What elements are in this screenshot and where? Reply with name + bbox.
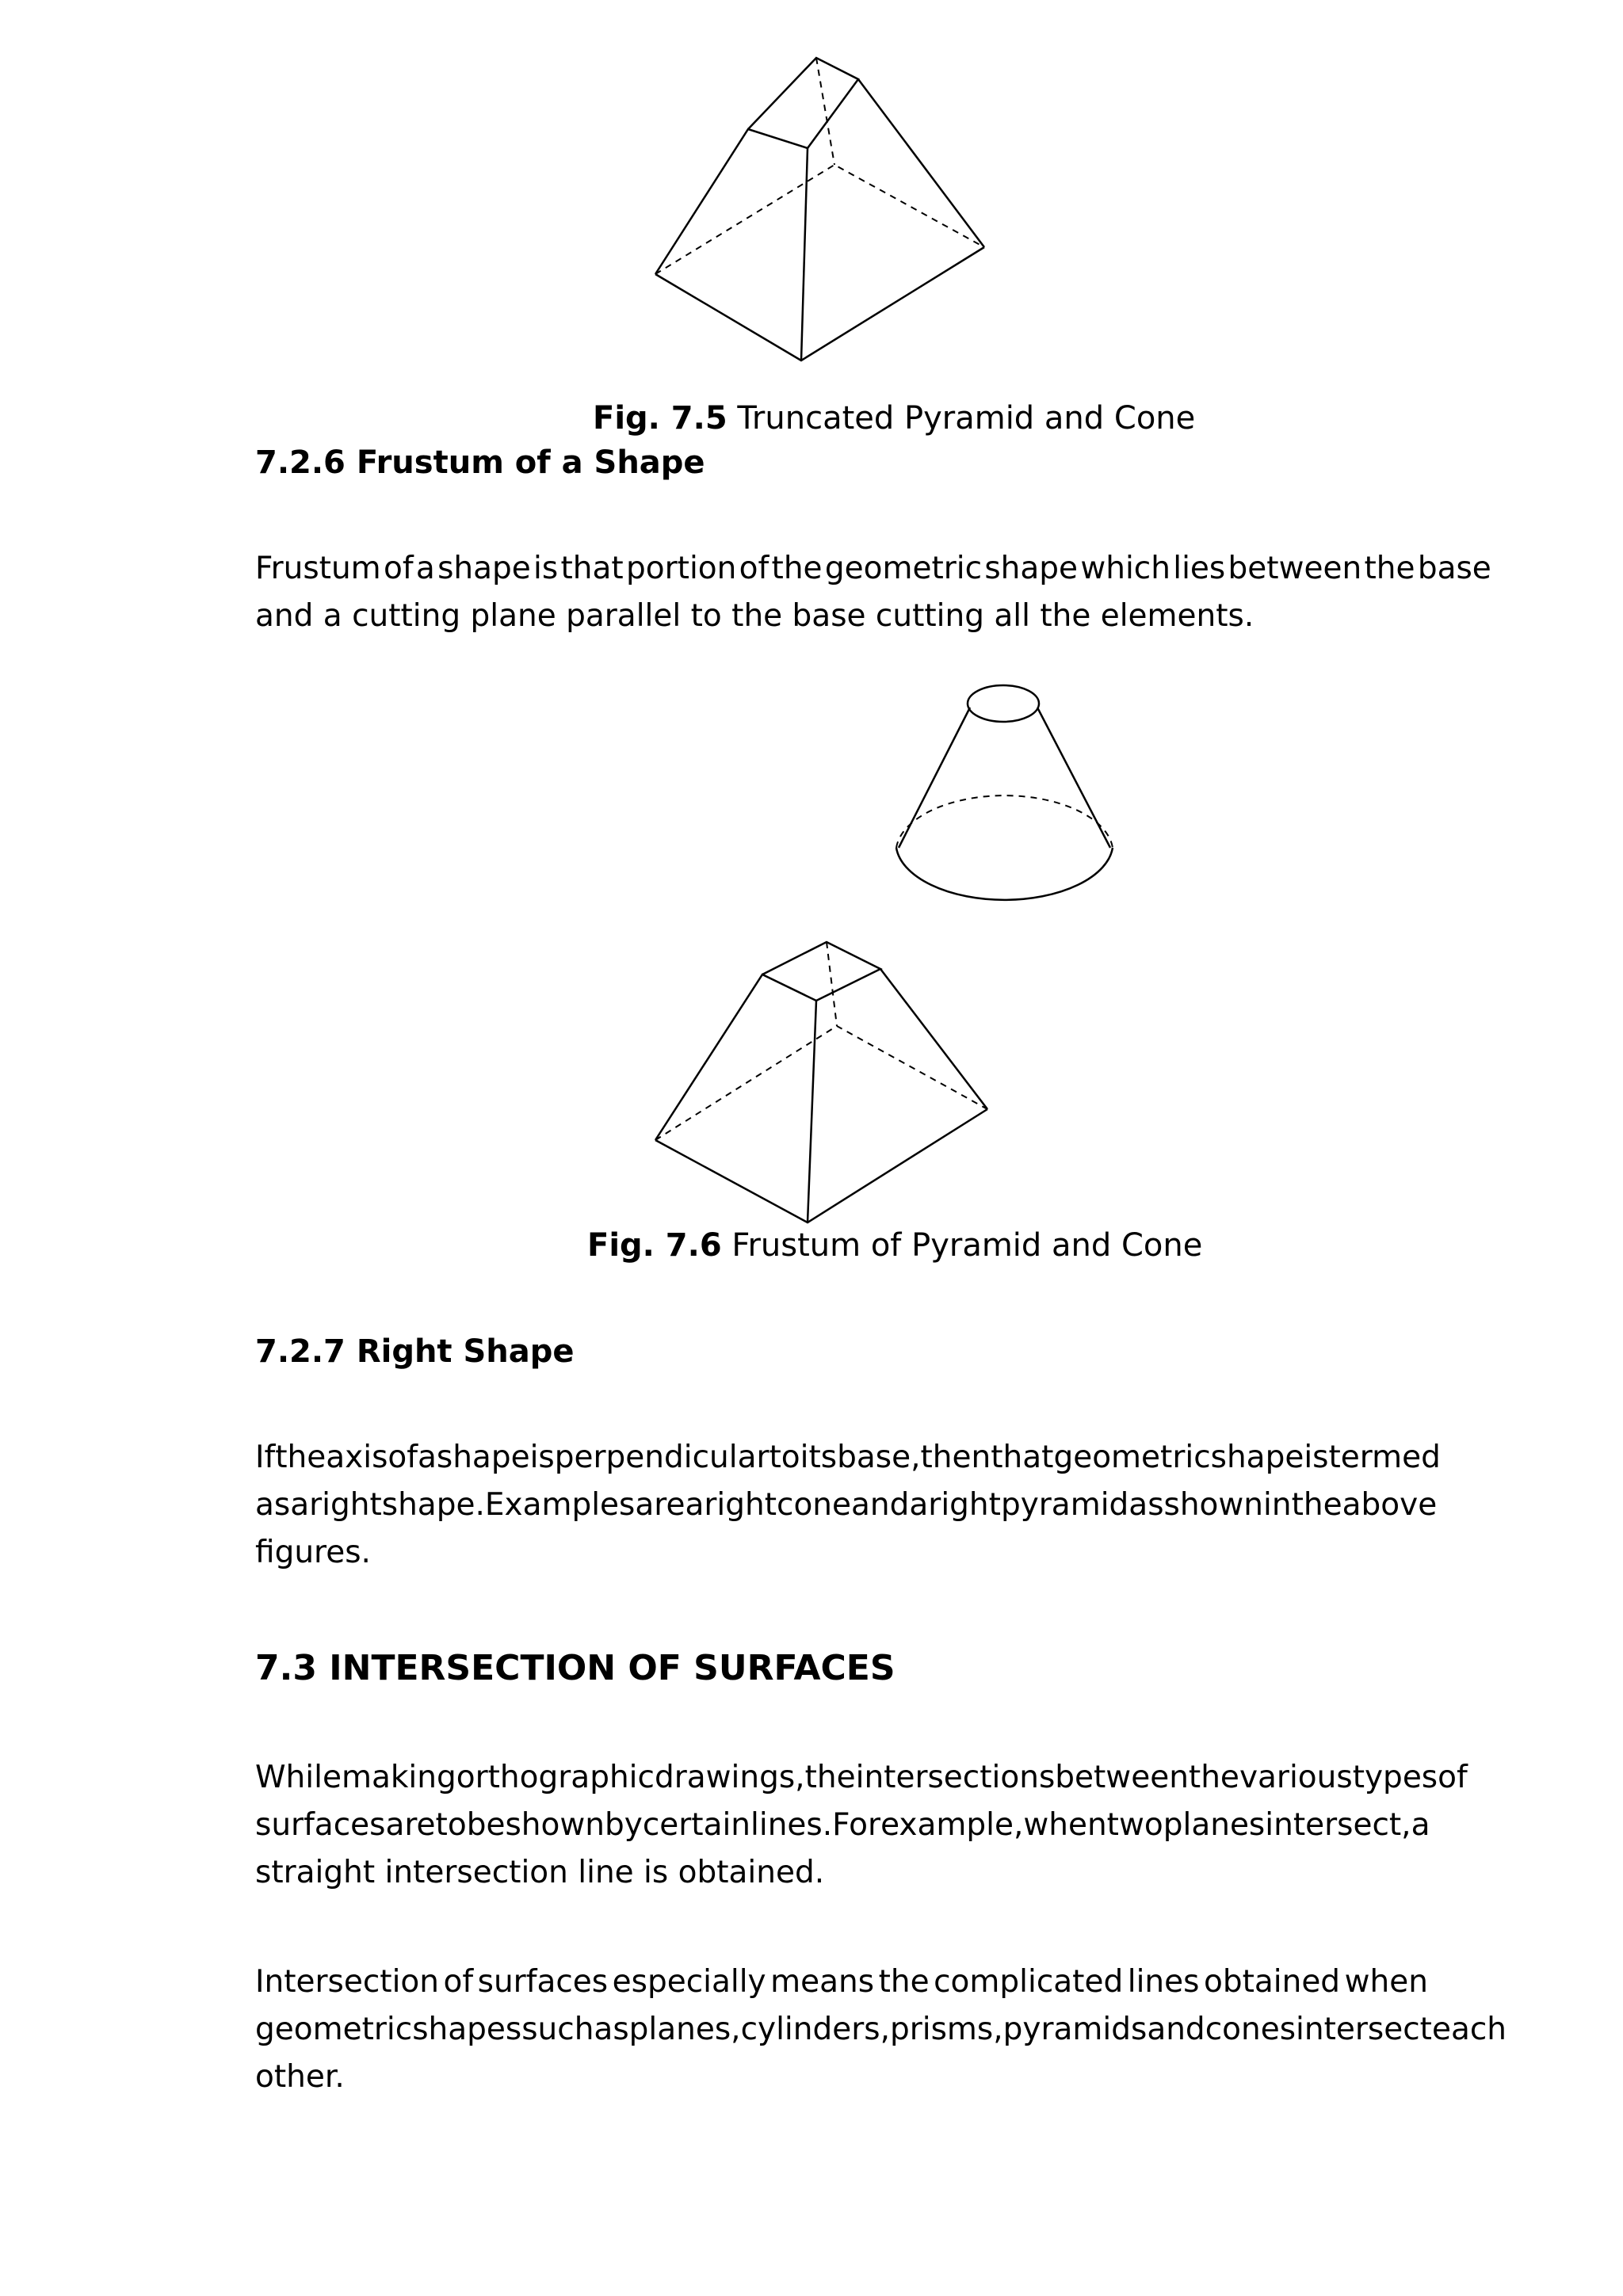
frustum-of-cone [896,685,1113,900]
pyramid-frustum-top-edges [655,942,880,1140]
pyramid-hidden-vertical-edge [816,58,834,165]
pyramid-frustum-front-edge [808,1001,816,1222]
frustum-of-pyramid [655,942,987,1222]
paragraph-right-shape [255,1434,1441,1577]
pyramid-right-edge [858,79,984,247]
section-heading-7-2-7: 7.2.7 Right Shape [255,1333,575,1370]
paragraph-line: If the axis of a shape is perpendicular to its base, then that geometric shape is termed [255,1440,1441,1475]
figure-caption-7-5 [593,399,1195,437]
truncated-pyramid-drawing [0,0,1623,380]
paragraph-line: and a cutting plane parallel to the base cutting all the elements. [255,598,1254,634]
cone-left-generator [899,707,970,848]
paragraph-line: figures. [255,1535,371,1570]
pyramid-frustum-right-edge [880,969,987,1109]
section-heading-7-3: 7.3 INTERSECTION OF SURFACES [255,1648,896,1688]
section-heading-7-2-6: 7.2.6 Frustum of a Shape [255,444,705,481]
paragraph-line: surfaces are to be shown by certain lines. For example, when two planes intersect, a [255,1807,1430,1843]
frustum-drawing [0,666,1623,1236]
paragraph-line: straight intersection line is obtained. [255,1855,825,1890]
figure-label: Fig. 7.5 [593,400,727,437]
pyramid-base-front-edges [655,247,984,360]
paragraph-frustum [255,545,1491,640]
truncated-pyramid-figure [0,0,1623,380]
pyramid-frustum-hidden-vertical [827,942,837,1026]
pyramid-frustum-base-front [655,1109,987,1222]
cone-top-ellipse [968,685,1039,722]
figure-label: Fig. 7.6 [587,1227,722,1264]
paragraph-intersection-2 [255,1958,1507,2101]
cone-base-front-arc [896,848,1113,900]
pyramid-solid-edges-top [655,58,858,274]
figure-caption-7-6 [587,1226,1202,1264]
paragraph-line: Intersection of surfaces especially means the complicated lines obtained when [255,1964,1428,2000]
frustum-figures [0,666,1623,1236]
figure-caption-text: Frustum of Pyramid and Cone [731,1227,1203,1264]
pyramid-front-edge [801,148,808,360]
paragraph-line: other. [255,2059,345,2095]
paragraph-intersection-1 [255,1754,1468,1897]
paragraph-line: While making orthographic drawings, the intersections between the various types of [255,1760,1468,1795]
cone-right-generator [1037,707,1110,848]
cone-base-hidden-arc [896,795,1113,848]
paragraph-line: as a right shape. Examples are a right cone and a right pyramid as shown in the above [255,1487,1438,1523]
paragraph-line: geometric shapes such as planes, cylinders, prisms, pyramids and cones intersect each [255,2012,1507,2047]
paragraph-line: Frustum of a shape is that portion of the geometric shape which lies between the base [255,551,1491,586]
figure-caption-text: Truncated Pyramid and Cone [737,400,1196,437]
